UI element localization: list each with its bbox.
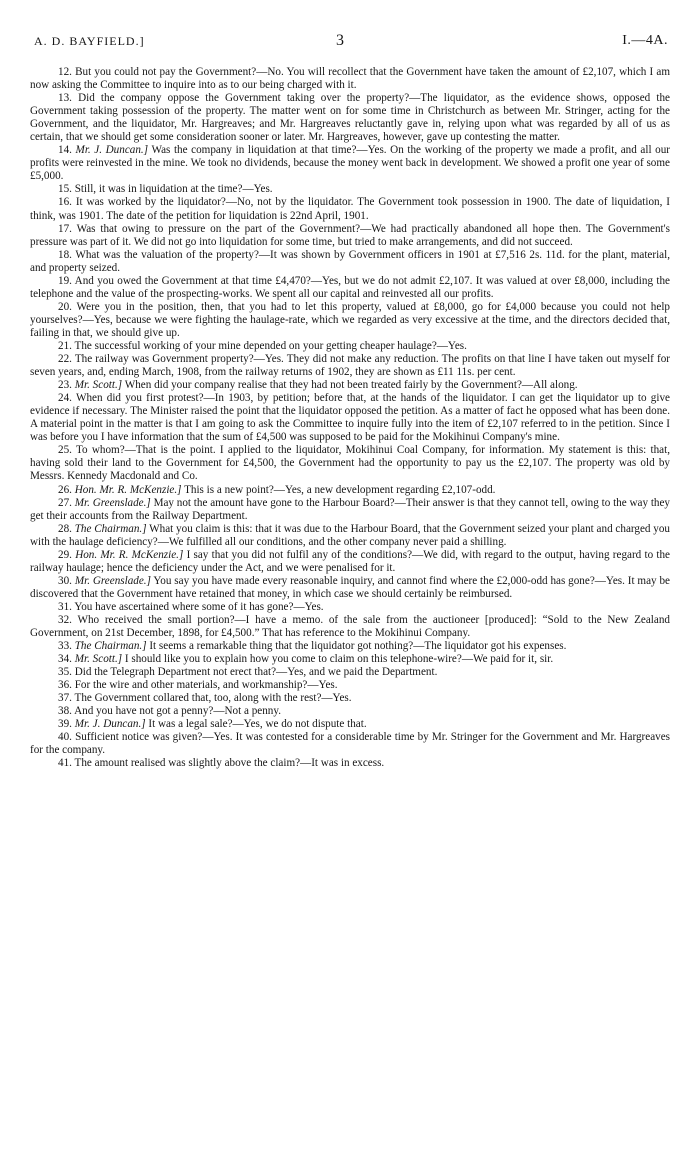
question-number: 32. xyxy=(58,613,72,626)
paragraph-text: What was the valuation of the property?—It was shown by Government officers in 1901 at £7,516 2s. 11d. for the plant, material, and property seized. xyxy=(30,248,670,274)
testimony-paragraph xyxy=(30,692,670,705)
paragraph-text: And you have not got a penny?—Not a penny. xyxy=(74,705,281,718)
testimony-paragraph xyxy=(30,679,670,692)
testimony-paragraph xyxy=(30,549,670,575)
question-number: 22. xyxy=(58,353,72,366)
question-number: 16. xyxy=(58,196,72,209)
paragraph-text: Who received the small portion?—I have a memo. of the sale from the auctioneer [produced]: “Sold to the New Zealand Government, on 21st December, 1898, for £4,500.” That has reference to the Mokihinui Company. xyxy=(30,613,670,640)
question-number: 14. xyxy=(58,144,72,157)
testimony-paragraph xyxy=(30,301,670,340)
question-number: 24. xyxy=(58,392,72,405)
testimony-paragraph xyxy=(30,497,670,523)
testimony-paragraph xyxy=(30,444,670,483)
testimony-paragraph xyxy=(30,66,670,92)
question-number: 31. xyxy=(58,600,72,613)
speaker-name: Mr. Scott.] xyxy=(74,653,123,666)
testimony-paragraph xyxy=(30,575,670,601)
paragraph-text: It was worked by the liquidator?—No, not by the liquidator. The Government took possession in 1900. The date of liquidation, I think, was 1901. The date of the petition for liquidation is 22nd April, 1901. xyxy=(30,196,670,222)
testimony-paragraph xyxy=(30,601,670,614)
paragraph-text: May not the amount have gone to the Harbour Board?—Their answer is that they cannot tell, owing to the way they get their accounts from the Railway Department. xyxy=(30,496,670,522)
question-number: 41. xyxy=(58,757,72,770)
testimony-paragraph xyxy=(30,392,670,444)
paragraph-text: When did your company realise that they had not been treated fairly by the Government?—All along. xyxy=(124,379,578,392)
paragraph-text: It seems a remarkable thing that the liquidator got nothing?—The liquidator got his expenses. xyxy=(149,640,567,653)
question-number: 20. xyxy=(58,300,72,313)
question-number: 39. xyxy=(58,718,72,731)
question-number: 35. xyxy=(58,666,72,679)
paragraph-text: Were you in the position, then, that you had to let this property, valued at £8,000, go for £4,000 because you could not help yourselves?—Yes, because we were fighting the haulage-rate, which we regarded as very excessive at the time, and the directors decided that, failing in that, we should give up. xyxy=(30,300,670,339)
speaker-name: Mr. Scott.] xyxy=(74,379,123,392)
testimony-paragraph xyxy=(30,340,670,353)
testimony-paragraph xyxy=(30,92,670,144)
testimony-paragraph xyxy=(30,183,670,196)
paragraph-text: I say that you did not fulfil any of the conditions?—We did, with regard to the output, having regard to the railway haulage; hence the deficiency under the Act, and we were penalised for it. xyxy=(30,548,670,574)
testimony-paragraph xyxy=(30,249,670,275)
speaker-name: The Chairman.] xyxy=(74,640,147,653)
testimony-paragraph xyxy=(30,731,670,757)
testimony-paragraph xyxy=(30,653,670,666)
question-number: 30. xyxy=(58,574,72,587)
testimony-body xyxy=(30,66,670,771)
speaker-name: Hon. Mr. R. McKenzie.] xyxy=(75,548,184,561)
testimony-paragraph xyxy=(30,484,670,497)
paragraph-text: The amount realised was slightly above the claim?—It was in excess. xyxy=(74,757,385,770)
paragraph-text: The successful working of your mine depended on your getting cheaper haulage?—Yes. xyxy=(74,339,467,352)
paragraph-text: And you owed the Government at that time £4,470?—Yes, but we do not admit £2,107. It was valued at over £8,000, including the telephone and the value of the prospecting-works. We spent all our capital and reinvested all our profits. xyxy=(30,274,670,300)
question-number: 18. xyxy=(58,248,72,261)
testimony-paragraph xyxy=(30,223,670,249)
speaker-name: Mr. J. Duncan.] xyxy=(75,144,149,157)
question-number: 38. xyxy=(58,705,72,718)
witness-name: A. D. BAYFIELD.] xyxy=(34,34,145,48)
question-number: 25. xyxy=(58,444,72,457)
testimony-paragraph xyxy=(30,379,670,392)
question-number: 36. xyxy=(58,679,72,692)
question-number: 12. xyxy=(58,66,72,78)
speaker-name: Mr. Greenslade.] xyxy=(74,574,151,587)
paragraph-text: Was that owing to pressure on the part of the Government?—We had practically abandoned all hope then. The Government's pressure was part of it. We did not go into liquidation for some time, but tried to make arrangements, and did not succeed. xyxy=(30,222,670,248)
question-number: 34. xyxy=(58,653,72,666)
paragraph-text: The railway was Government property?—Yes. They did not make any reduction. The profits on that line I have taken out myself for seven years, and, ending March, 1908, from the railway returns of 1902, they are shown as £11 11s. per cent. xyxy=(30,353,670,379)
testimony-paragraph xyxy=(30,614,670,640)
paragraph-text: Was the company in liquidation at that time?—Yes. On the working of the property we made a profit, and all our profits were reinvested in the mine. We took no dividends, because the money went back in development. We showed a profit one year of some £5,000. xyxy=(30,144,671,183)
testimony-paragraph xyxy=(30,640,670,653)
question-number: 13. xyxy=(58,92,72,105)
question-number: 40. xyxy=(58,731,72,744)
question-number: 19. xyxy=(58,274,72,287)
question-number: 28. xyxy=(58,522,72,535)
paragraph-text: The Government collared that, too, along with the rest?—Yes. xyxy=(74,692,352,705)
testimony-paragraph xyxy=(30,757,670,770)
question-number: 26. xyxy=(58,483,72,496)
document-page xyxy=(30,32,670,771)
testimony-paragraph xyxy=(30,523,670,549)
paragraph-text: This is a new point?—Yes, a new development regarding £2,107-odd. xyxy=(184,483,496,496)
speaker-name: Mr. J. Duncan.] xyxy=(74,718,146,731)
question-number: 23. xyxy=(58,379,72,392)
question-number: 21. xyxy=(58,339,72,352)
paragraph-text: It was a legal sale?—Yes, we do not dispute that. xyxy=(148,718,367,731)
speaker-name: The Chairman.] xyxy=(74,522,147,535)
question-number: 27. xyxy=(58,496,72,509)
paragraph-text: I should like you to explain how you come to claim on this telephone-wire?—We paid for it, sir. xyxy=(124,653,554,666)
paragraph-text: To whom?—That is the point. I applied to the liquidator, Mokihinui Coal Company, for information. My statement is this: that, having sold their land to the Government for £4,500, the Government had the opportunity to pay us the £2,107. The property was old by Messrs. Kennedy Macdonald and Co. xyxy=(30,444,670,483)
paragraph-text: Did the Telegraph Department not erect that?—Yes, and we paid the Department. xyxy=(74,666,438,679)
speaker-name: Hon. Mr. R. McKenzie.] xyxy=(74,483,182,496)
paragraph-text: For the wire and other materials, and workmanship?—Yes. xyxy=(74,679,338,692)
paragraph-text: You have ascertained where some of it has gone?—Yes. xyxy=(74,600,324,613)
paragraph-text: When did you first protest?—In 1903, by petition; before that, at the hands of the liquidator. I can get the liquidator up to give evidence if necessary. The Minister raised the point that the liquidator opposed the petition. As a matter of fact he opposed what has been done. A material point in the matter is that I am going to ask the Committee to inquire fully into the item of £2,107 referred to in the petition. Since I was before you I have information that the sum of £4,500 was supposed to be paid for the Mokihinui Company's mine. xyxy=(30,392,670,444)
testimony-paragraph xyxy=(30,353,670,379)
question-number: 15. xyxy=(58,183,72,196)
paragraph-text: What you claim is this: that it was due to the Harbour Board, that the Government seized your plant and charged you with the haulage deficiency?—We fulfilled all our conditions, and the other company never paid a shilling. xyxy=(30,522,670,548)
speaker-name: Mr. Greenslade.] xyxy=(74,496,151,509)
page-header xyxy=(30,32,670,54)
paragraph-text: You say you have made every reasonable inquiry, and cannot find where the £2,000-odd has gone?—Yes. It may be discovered that the Government have retained that money, in which case we should certainly be reimbursed. xyxy=(30,574,670,600)
paragraph-text: Still, it was in liquidation at the time?—Yes. xyxy=(74,183,273,196)
testimony-paragraph xyxy=(30,705,670,718)
testimony-paragraph xyxy=(30,666,670,679)
paragraph-text: But you could not pay the Government?—No. You will recollect that the Government have taken the amount of £2,107, which I am now asking the Committee to inquire into as to our being charged with it. xyxy=(30,66,670,92)
testimony-paragraph xyxy=(30,718,670,731)
paragraph-text: Did the company oppose the Government taking over the property?—The liquidator, as the evidence shows, opposed the Government taking possession of the property. The matter went on for some time in Christchurch as between Mr. Stringer, acting for the Government, and the liquidator, Mr. Hargreaves; and Mr. Hargreaves reluctantly gave in, relying upon what was regarded by all of us as certain, that we should get some consideration sooner or later. Mr. Hargreaves, however, gave up contesting the matter. xyxy=(30,92,670,144)
testimony-paragraph xyxy=(30,144,670,183)
testimony-paragraph xyxy=(30,196,670,222)
paragraph-text: Sufficient notice was given?—Yes. It was contested for a considerable time by Mr. Stringer for the Government and Mr. Hargreaves for the company. xyxy=(30,731,670,757)
question-number: 29. xyxy=(58,548,72,561)
question-number: 37. xyxy=(58,692,72,705)
testimony-paragraph xyxy=(30,275,670,301)
question-number: 17. xyxy=(58,222,72,235)
document-reference: I.—4A. xyxy=(622,33,668,48)
page-number: 3 xyxy=(336,32,345,49)
question-number: 33. xyxy=(58,640,72,653)
